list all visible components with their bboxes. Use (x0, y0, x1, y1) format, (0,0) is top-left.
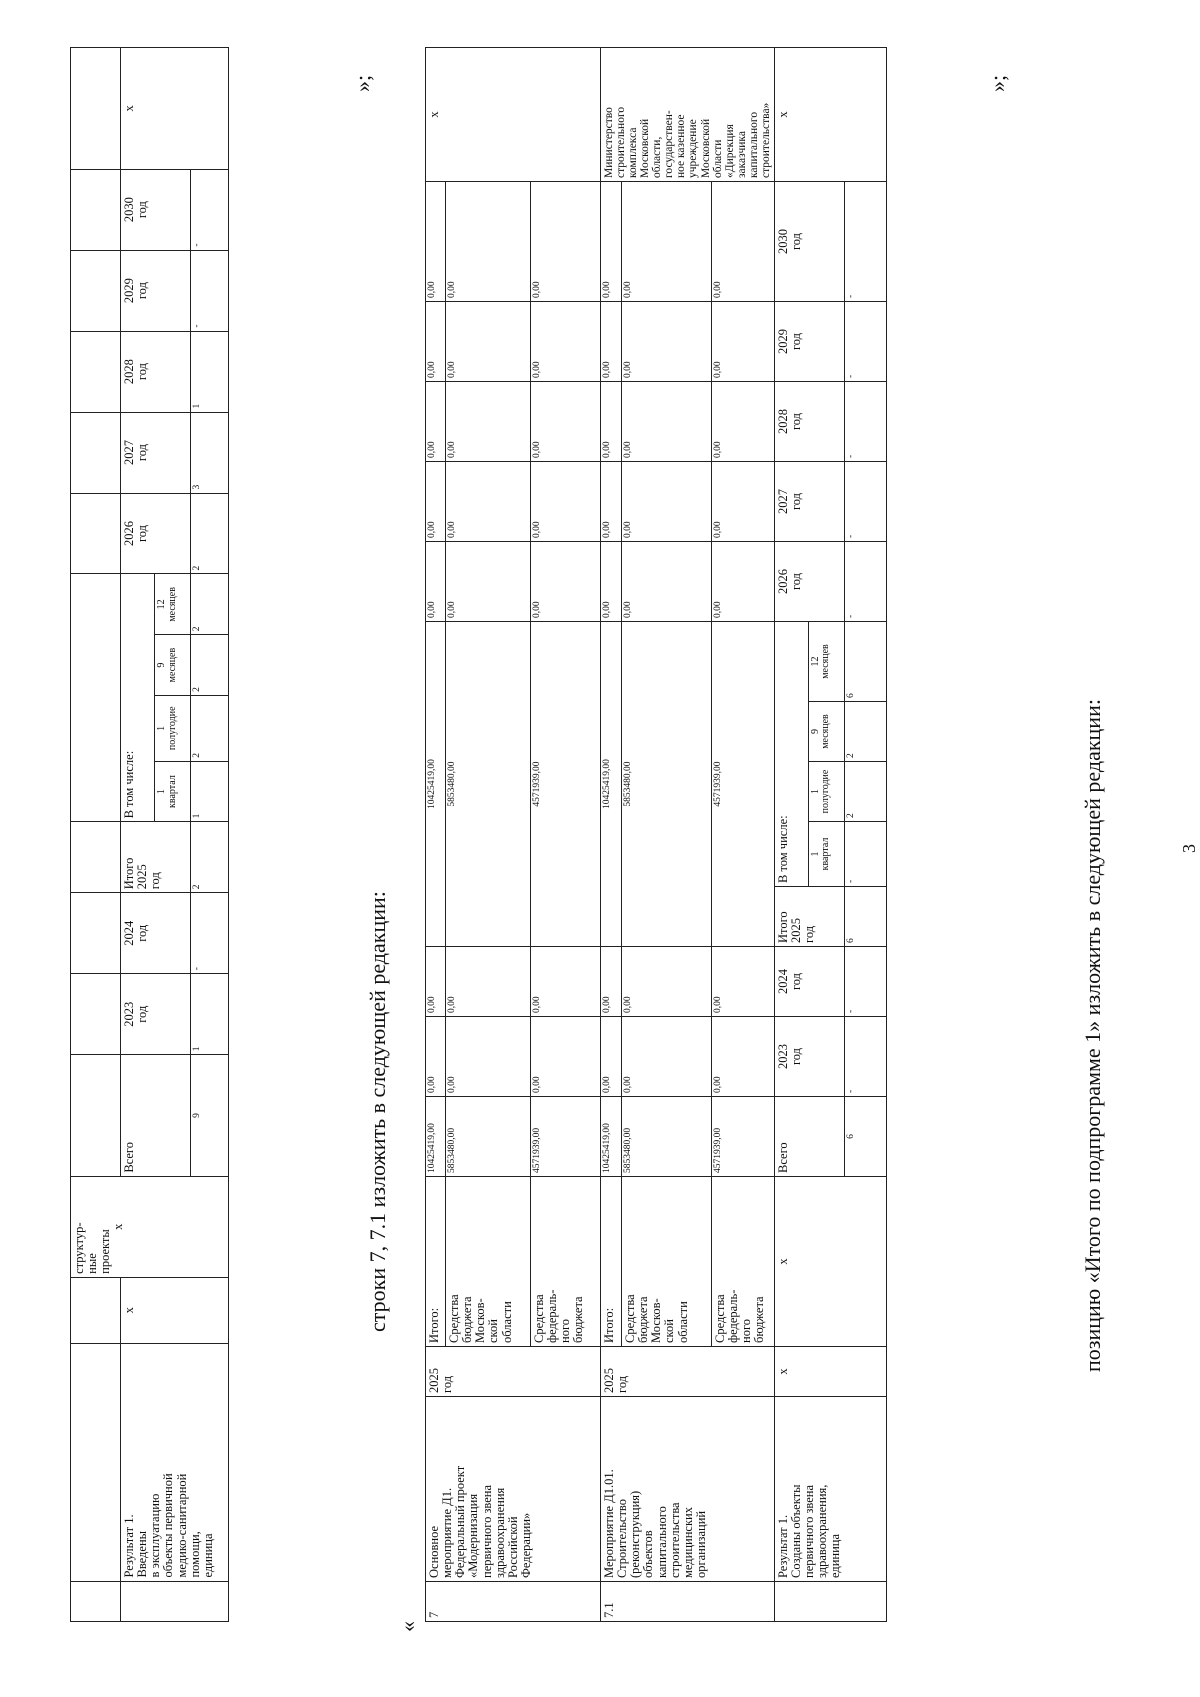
result-top-table: структур- ные проекты x Результат 1. Введены в эксплуатацию объекты первичной медико-санитарной помощи, единица x Всего 2023 год 2024 год Итого 2025 год В том числе: 2026 год 2027 год 2028 год 2029 год 2030 год x 1 квартал 1 полугодие 9 месяцев 12 месяцев 9 1 - 2 1 2 2 2 2 3 1 - - (70, 47, 229, 1622)
row71-name: Мероприятие Д1.01. Строительство (реконструкция) объектов капитального строительства медицинских организаций (601, 1397, 775, 1582)
structural-projects-cell: структур- ные проекты x (71, 1176, 229, 1277)
result-1-label: Результат 1. Введены в эксплуатацию объекты первичной медико-санитарной помощи, единица (121, 1343, 229, 1581)
instruction-total-subprogram: позицию «Итого по подпрограмме 1» изложить в следующей редакции: (1080, 699, 1105, 1372)
row71-responsible: Министерство строительного комплекса Московской области, государствен- ное казенное учреждение Московской области «Дирекция заказчика капитального строительства» (601, 48, 775, 182)
program-table: 7 Основное мероприятие Д1. Федеральный проект «Модернизация первичного звена здравоохранения Российской Федерации» 2025 год Итого: 10425419,00 0,00 0,00 10425419,00 0,00 0,00 0,00 0,00 0,00 x Средства бюджета Москов- ской области 5853480,00 0,00 0,00 5853480,00 0,00 0,00 0,00 0,00 0,00 Средства федераль- ного бюджета 4571939,00 0,00 0,00 4571939,00 0,00 0,00 0,00 0,00 0,00 7.1 Мероприятие Д1.01. Строительство (реконструкция) объектов капитального строительства медицинских организаций 2025 год Итого: 10425419,00 0,00 0,00 10425419,00 0,00 0,00 0,00 0,00 0,00 Министерство строительного комплекса Московской области, государствен- ное казенное учреждение Московской области «Дирекция заказчика капитального строительства» Средства бюджета Москов- ской области 5853480,00 0,00 0,00 5853480,00 0,00 0,00 0,00 0,00 0,00 Средства федераль- ного бюджета 4571939,00 0,00 0,00 4571939,00 0,00 0,00 0,00 0,00 0,00 Результат 1. Созданы объекты первичного звена здравоохранения, единица x x Всего 2023 год 2024 год Итого 2025 год В том числе: 2026 год 2027 год 2028 год 2029 год 2030 год x 1 квартал 1 полугодие 9 месяцев 12 месяцев 6 - - 6 - 2 2 6 - - - - - (425, 47, 887, 1622)
close-quote-1: »; (350, 74, 375, 92)
open-quote: « (395, 1621, 420, 1632)
rotated-page-content (20, 22, 1185, 1672)
row7-name: Основное мероприятие Д1. Федеральный проект «Модернизация первичного звена здравоохранения Российской Федерации» (426, 1397, 601, 1582)
close-quote-2: »; (985, 74, 1010, 92)
page-number: 3 (1179, 844, 1199, 853)
instruction-rows-7: строки 7, 7.1 изложить в следующей редакции: (365, 891, 390, 1332)
result-2-label: Результат 1. Созданы объекты первичного звена здравоохранения, единица (774, 1397, 886, 1582)
